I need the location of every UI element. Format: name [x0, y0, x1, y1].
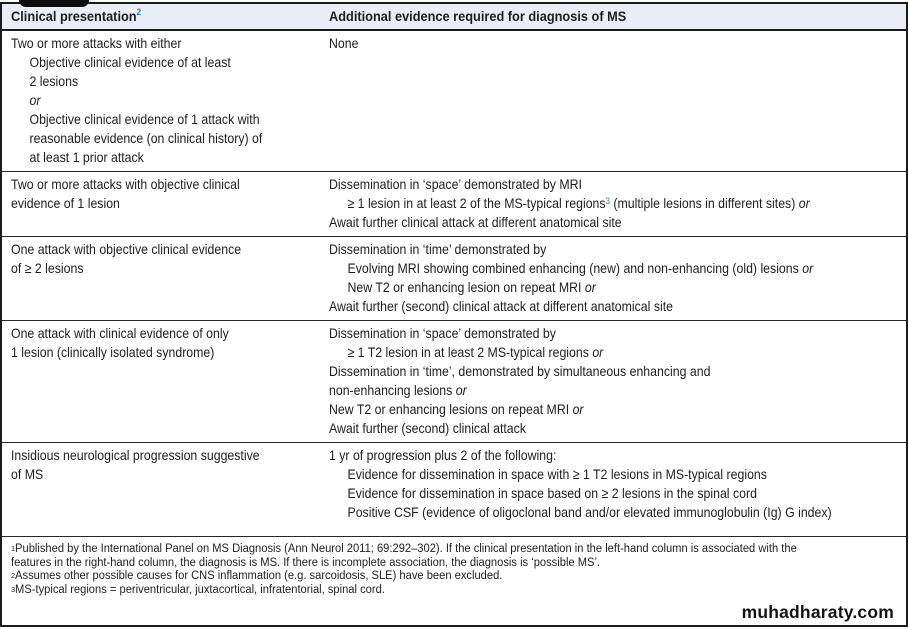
- footnote-line: $^1$Published by the International Panel on MS Diagnosis (Ann Neurol 2011; 69:292–302). If the clinical presentation in the left-hand column is associated with the: [11, 543, 797, 555]
- text-line: Objective clinical evidence of 1 attack with: [29, 111, 260, 127]
- text-line: Evidence for dissemination in space with ≥ 1 T2 lesions in MS-typical regions: [347, 466, 767, 482]
- footnotes-list: [11, 543, 906, 597]
- additional-evidence-cell: [329, 446, 906, 522]
- watermark-text: muhadharaty.com: [741, 602, 894, 622]
- corner-tab-shape: [19, 0, 89, 7]
- text-line: Dissemination in ‘space’ demonstrated by: [329, 325, 556, 341]
- header-additional-evidence-label: Additional evidence required for diagnosis of MS: [329, 9, 627, 25]
- table-header-row: [2, 4, 906, 31]
- text-line: Dissemination in ‘space’ demonstrated by MRI: [329, 176, 582, 192]
- diagnosis-criteria-table: [0, 2, 908, 627]
- footnote: [11, 543, 906, 570]
- footnote-line: $^3$MS-typical regions = periventricular, juxtacortical, infratentorial, spinal cord.: [11, 583, 385, 596]
- footnote: [11, 584, 906, 598]
- text-line: 1 lesion (clinically isolated syndrome): [11, 344, 215, 360]
- text-line: Dissemination in ‘time’, demonstrated by simultaneous enhancing and: [329, 363, 711, 379]
- text-line: Two or more attacks with objective clinical: [11, 176, 240, 192]
- header-additional-evidence: [329, 9, 848, 25]
- text-line: Evolving MRI showing combined enhancing (new) and non-enhancing (old) lesions or: [347, 260, 814, 276]
- table-row: [2, 31, 906, 172]
- clinical-presentation-cell: [11, 175, 329, 232]
- text-line: Await further (second) clinical attack at different anatomical site: [329, 298, 673, 314]
- text-line: New T2 or enhancing lesion on repeat MRI or: [347, 279, 596, 295]
- text-line: reasonable evidence (on clinical history) of: [29, 130, 263, 146]
- footnote-line: $^2$Assumes other possible causes for CNS inflammation (e.g. sarcoidosis, SLE) have been excluded.: [11, 570, 503, 583]
- text-line: Positive CSF (evidence of oligoclonal band and/or elevated immunoglobulin (Ig) G index): [347, 504, 832, 520]
- clinical-presentation-cell: [11, 324, 329, 438]
- text-line: of MS: [11, 466, 44, 482]
- text-line: One attack with objective clinical evidence: [11, 241, 242, 257]
- table-body: [2, 31, 906, 537]
- text-line: 2 lesions: [29, 73, 79, 89]
- additional-evidence-cell: [329, 175, 906, 232]
- header-clinical-presentation: [11, 9, 297, 25]
- text-line: evidence of 1 lesion: [11, 195, 120, 211]
- table-row: [2, 443, 906, 537]
- footnote-line: features in the right-hand column, the diagnosis is MS. If there is incomplete association, the diagnosis is ‘possible MS’.: [11, 556, 601, 569]
- text-line: One attack with clinical evidence of only: [11, 325, 229, 341]
- footnote: [11, 570, 906, 584]
- text-line: ≥ 1 T2 lesion in at least 2 MS-typical regions or: [347, 344, 604, 360]
- text-line: ≥ 1 lesion in at least 2 of the MS-typical regions$^3$ (multiple lesions in different sites) or: [347, 195, 810, 211]
- header-footnote-marker-2: 2: [136, 7, 142, 17]
- text-line: non-enhancing lesions or: [329, 382, 467, 398]
- footnotes-section: [2, 537, 906, 625]
- text-line: New T2 or enhancing lesions on repeat MRI or: [329, 401, 584, 417]
- footnote-marker: 3: [11, 584, 16, 594]
- footnote-marker: 3: [605, 196, 610, 206]
- clinical-presentation-cell: [11, 446, 329, 522]
- text-line: Objective clinical evidence of at least: [29, 54, 231, 70]
- text-line: Dissemination in ‘time’ demonstrated by: [329, 241, 547, 257]
- text-line: at least 1 prior attack: [29, 149, 144, 165]
- text-line: None: [329, 35, 359, 51]
- clinical-presentation-cell: [11, 34, 329, 167]
- table-row: [2, 172, 906, 237]
- text-line: Two or more attacks with either: [11, 35, 182, 51]
- table-row: [2, 237, 906, 321]
- footnote-marker: 1: [11, 544, 16, 553]
- header-clinical-presentation-label: Clinical presentation: [11, 9, 137, 25]
- text-line: Await further (second) clinical attack: [329, 420, 526, 436]
- table-row: [2, 321, 906, 443]
- text-line: or: [29, 92, 41, 108]
- additional-evidence-cell: [329, 34, 906, 167]
- footnote-marker: 2: [11, 571, 16, 581]
- text-line: Evidence for dissemination in space based on ≥ 2 lesions in the spinal cord: [347, 485, 757, 501]
- text-line: 1 yr of progression plus 2 of the following:: [329, 447, 557, 463]
- text-line: of ≥ 2 lesions: [11, 260, 84, 276]
- clinical-presentation-cell: [11, 240, 329, 316]
- text-line: Insidious neurological progression suggestive: [11, 447, 260, 463]
- additional-evidence-cell: [329, 240, 906, 316]
- additional-evidence-cell: [329, 324, 906, 438]
- text-line: Await further clinical attack at different anatomical site: [329, 214, 622, 230]
